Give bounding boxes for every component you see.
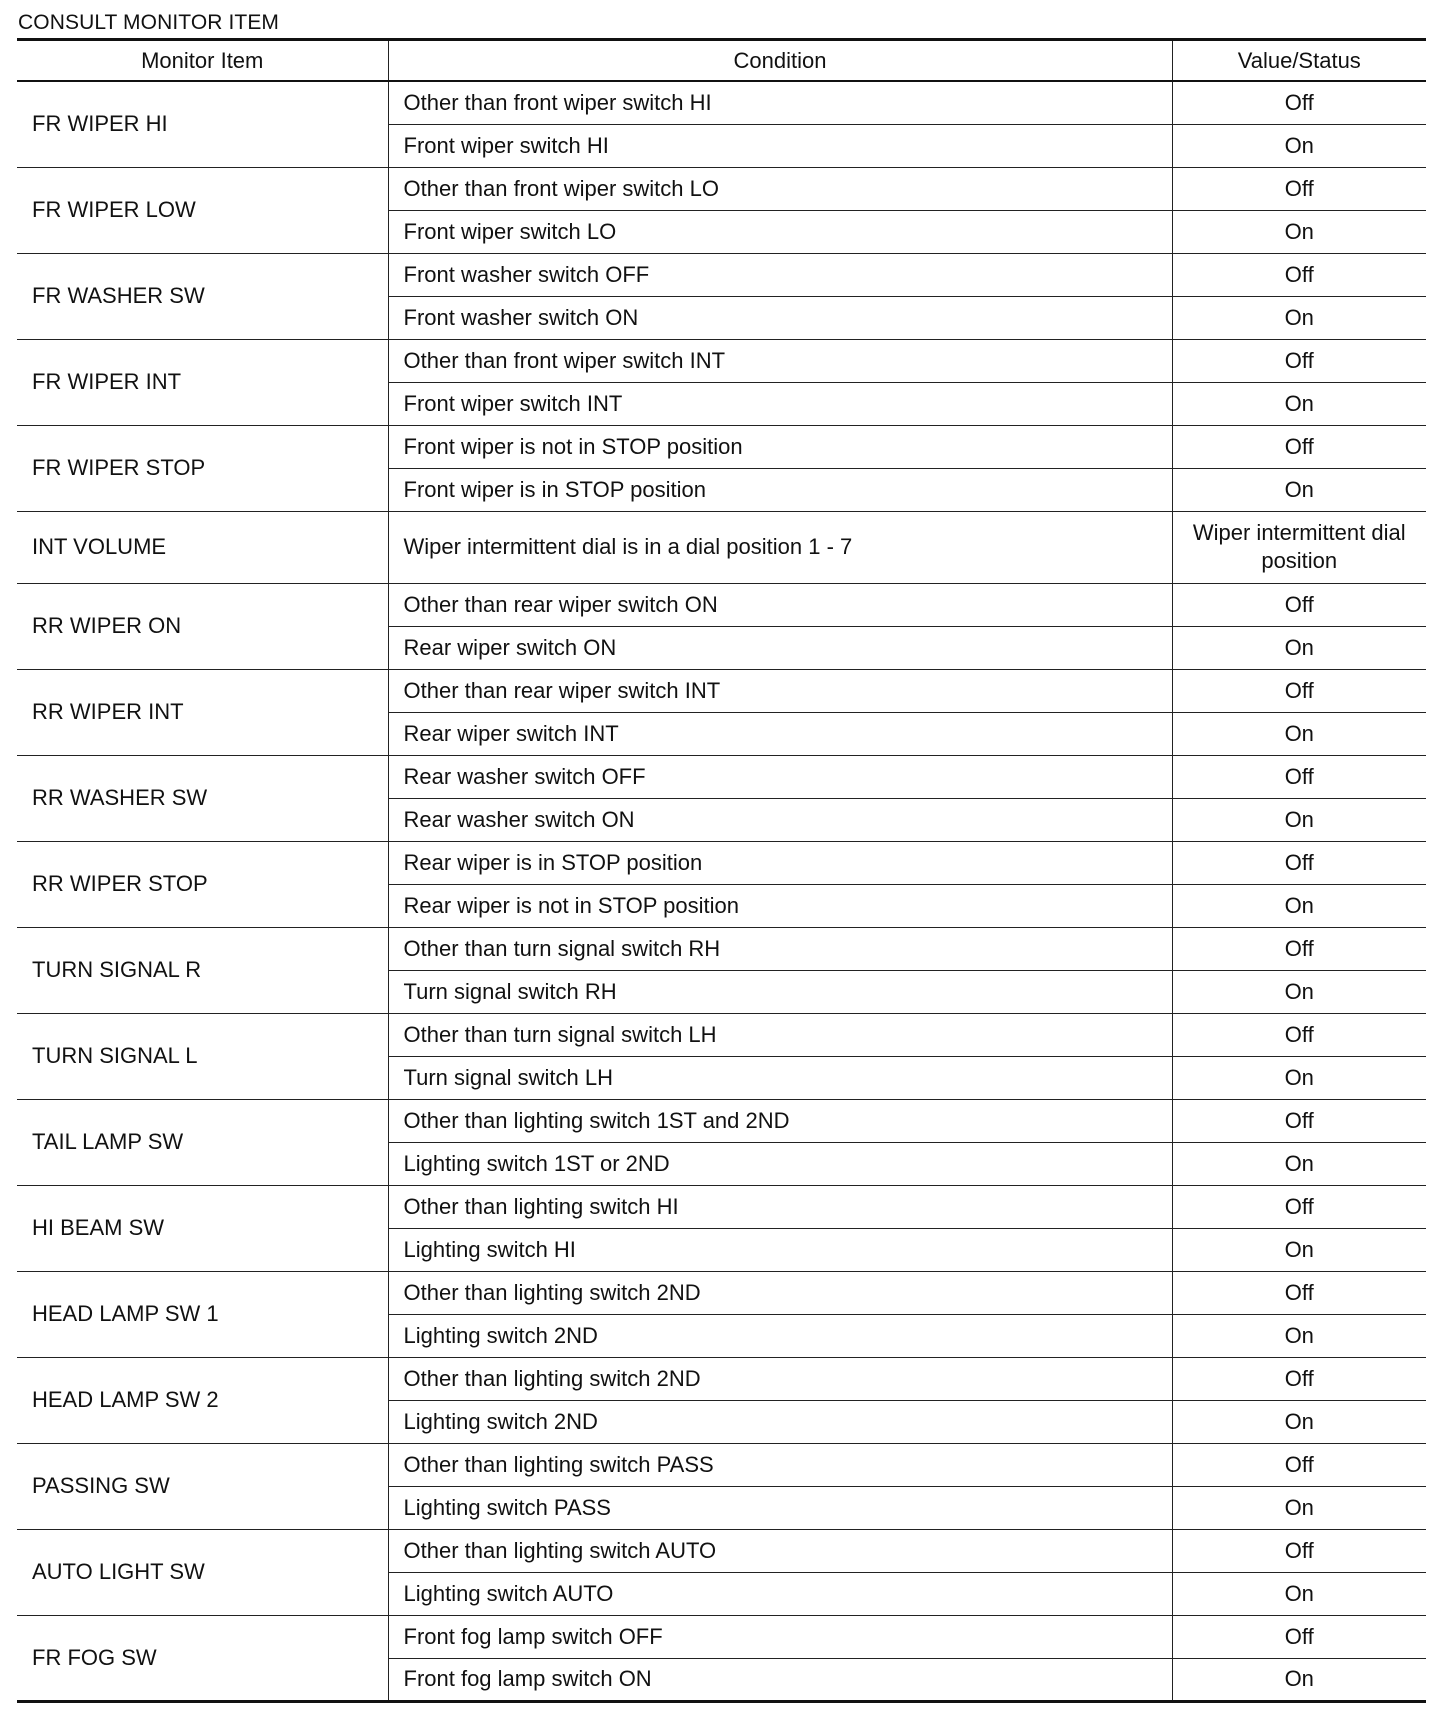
- table-row: [17, 253, 1426, 296]
- value-status-cell: On: [1172, 970, 1426, 1013]
- value-status-cell: On: [1172, 382, 1426, 425]
- value-status-cell: On: [1172, 1400, 1426, 1443]
- consult-monitor-table: [17, 38, 1426, 1703]
- condition-cell: Other than front wiper switch LO: [388, 167, 1172, 210]
- value-status-cell: Off: [1172, 167, 1426, 210]
- value-status-cell: Off: [1172, 1529, 1426, 1572]
- value-status-cell: Off: [1172, 1271, 1426, 1314]
- table-header-row: [17, 40, 1426, 82]
- table-body: [17, 81, 1426, 1701]
- monitor-item-cell: HI BEAM SW: [17, 1185, 388, 1271]
- condition-cell: Other than rear wiper switch ON: [388, 583, 1172, 626]
- table-row: [17, 583, 1426, 626]
- condition-cell: Other than front wiper switch INT: [388, 339, 1172, 382]
- table-row: [17, 81, 1426, 124]
- monitor-item-cell: FR WASHER SW: [17, 253, 388, 339]
- condition-cell: Front wiper switch INT: [388, 382, 1172, 425]
- table-row: [17, 669, 1426, 712]
- condition-cell: Lighting switch AUTO: [388, 1572, 1172, 1615]
- monitor-item-cell: RR WASHER SW: [17, 755, 388, 841]
- condition-cell: Other than lighting switch 2ND: [388, 1271, 1172, 1314]
- monitor-item-cell: PASSING SW: [17, 1443, 388, 1529]
- document-title: CONSULT MONITOR ITEM: [18, 11, 280, 34]
- condition-cell: Other than lighting switch PASS: [388, 1443, 1172, 1486]
- condition-cell: Front fog lamp switch OFF: [388, 1615, 1172, 1658]
- condition-cell: Front washer switch OFF: [388, 253, 1172, 296]
- condition-cell: Lighting switch 1ST or 2ND: [388, 1142, 1172, 1185]
- table-row: [17, 1099, 1426, 1142]
- table-row: [17, 1443, 1426, 1486]
- monitor-item-cell: INT VOLUME: [17, 511, 388, 583]
- condition-cell: Other than turn signal switch RH: [388, 927, 1172, 970]
- value-status-cell: Off: [1172, 1013, 1426, 1056]
- table-row: [17, 167, 1426, 210]
- table-row: [17, 425, 1426, 468]
- monitor-item-cell: TURN SIGNAL R: [17, 927, 388, 1013]
- table-row: [17, 1357, 1426, 1400]
- condition-cell: Front wiper is in STOP position: [388, 468, 1172, 511]
- value-status-cell: Off: [1172, 1099, 1426, 1142]
- value-status-cell: On: [1172, 1056, 1426, 1099]
- condition-cell: Other than turn signal switch LH: [388, 1013, 1172, 1056]
- table-row: [17, 1013, 1426, 1056]
- condition-cell: Lighting switch HI: [388, 1228, 1172, 1271]
- column-header-monitor-item: Monitor Item: [17, 40, 388, 82]
- condition-cell: Turn signal switch LH: [388, 1056, 1172, 1099]
- condition-cell: Other than rear wiper switch INT: [388, 669, 1172, 712]
- monitor-item-cell: RR WIPER STOP: [17, 841, 388, 927]
- value-status-cell: Off: [1172, 927, 1426, 970]
- value-status-cell: On: [1172, 884, 1426, 927]
- monitor-item-cell: AUTO LIGHT SW: [17, 1529, 388, 1615]
- condition-cell: Rear wiper is not in STOP position: [388, 884, 1172, 927]
- value-status-cell: Off: [1172, 1357, 1426, 1400]
- monitor-item-cell: FR WIPER INT: [17, 339, 388, 425]
- value-status-cell: Off: [1172, 755, 1426, 798]
- column-header-condition: Condition: [388, 40, 1172, 82]
- condition-cell: Other than lighting switch AUTO: [388, 1529, 1172, 1572]
- table-row: [17, 1529, 1426, 1572]
- monitor-item-cell: HEAD LAMP SW 2: [17, 1357, 388, 1443]
- value-status-cell: Wiper intermittent dial position: [1172, 511, 1426, 583]
- table-row: [17, 755, 1426, 798]
- table-row: [17, 841, 1426, 884]
- condition-cell: Other than front wiper switch HI: [388, 81, 1172, 124]
- table-row: [17, 1271, 1426, 1314]
- table-row: [17, 511, 1426, 583]
- value-status-cell: Off: [1172, 253, 1426, 296]
- monitor-item-cell: FR WIPER HI: [17, 81, 388, 167]
- value-status-cell: On: [1172, 1486, 1426, 1529]
- condition-cell: Rear washer switch OFF: [388, 755, 1172, 798]
- table-row: [17, 339, 1426, 382]
- monitor-item-cell: RR WIPER INT: [17, 669, 388, 755]
- value-status-cell: On: [1172, 1658, 1426, 1701]
- value-status-cell: Off: [1172, 425, 1426, 468]
- monitor-item-cell: FR WIPER STOP: [17, 425, 388, 511]
- condition-cell: Other than lighting switch HI: [388, 1185, 1172, 1228]
- table-row: [17, 927, 1426, 970]
- condition-cell: Lighting switch PASS: [388, 1486, 1172, 1529]
- condition-cell: Rear wiper switch ON: [388, 626, 1172, 669]
- condition-cell: Front washer switch ON: [388, 296, 1172, 339]
- condition-cell: Rear washer switch ON: [388, 798, 1172, 841]
- condition-cell: Front wiper switch LO: [388, 210, 1172, 253]
- condition-cell: Wiper intermittent dial is in a dial position 1 - 7: [388, 511, 1172, 583]
- condition-cell: Lighting switch 2ND: [388, 1314, 1172, 1357]
- value-status-cell: Off: [1172, 1185, 1426, 1228]
- condition-cell: Turn signal switch RH: [388, 970, 1172, 1013]
- monitor-item-cell: FR WIPER LOW: [17, 167, 388, 253]
- monitor-item-cell: TURN SIGNAL L: [17, 1013, 388, 1099]
- monitor-item-cell: FR FOG SW: [17, 1615, 388, 1701]
- condition-cell: Other than lighting switch 1ST and 2ND: [388, 1099, 1172, 1142]
- condition-cell: Rear wiper is in STOP position: [388, 841, 1172, 884]
- value-status-cell: Off: [1172, 583, 1426, 626]
- value-status-cell: On: [1172, 712, 1426, 755]
- table-row: [17, 1615, 1426, 1658]
- value-status-cell: Off: [1172, 339, 1426, 382]
- value-status-cell: On: [1172, 626, 1426, 669]
- value-status-cell: On: [1172, 210, 1426, 253]
- value-status-cell: On: [1172, 1572, 1426, 1615]
- value-status-cell: On: [1172, 296, 1426, 339]
- value-status-cell: Off: [1172, 81, 1426, 124]
- monitor-item-cell: HEAD LAMP SW 1: [17, 1271, 388, 1357]
- value-status-cell: On: [1172, 468, 1426, 511]
- monitor-item-cell: RR WIPER ON: [17, 583, 388, 669]
- table-row: [17, 1185, 1426, 1228]
- value-status-cell: On: [1172, 1228, 1426, 1271]
- column-header-value-status: Value/Status: [1172, 40, 1426, 82]
- condition-cell: Front wiper is not in STOP position: [388, 425, 1172, 468]
- monitor-item-cell: TAIL LAMP SW: [17, 1099, 388, 1185]
- condition-cell: Rear wiper switch INT: [388, 712, 1172, 755]
- value-status-cell: Off: [1172, 1615, 1426, 1658]
- value-status-cell: On: [1172, 124, 1426, 167]
- condition-cell: Other than lighting switch 2ND: [388, 1357, 1172, 1400]
- condition-cell: Front fog lamp switch ON: [388, 1658, 1172, 1701]
- value-status-cell: On: [1172, 1142, 1426, 1185]
- value-status-cell: Off: [1172, 841, 1426, 884]
- value-status-cell: Off: [1172, 669, 1426, 712]
- value-status-cell: On: [1172, 1314, 1426, 1357]
- condition-cell: Front wiper switch HI: [388, 124, 1172, 167]
- value-status-cell: Off: [1172, 1443, 1426, 1486]
- value-status-cell: On: [1172, 798, 1426, 841]
- condition-cell: Lighting switch 2ND: [388, 1400, 1172, 1443]
